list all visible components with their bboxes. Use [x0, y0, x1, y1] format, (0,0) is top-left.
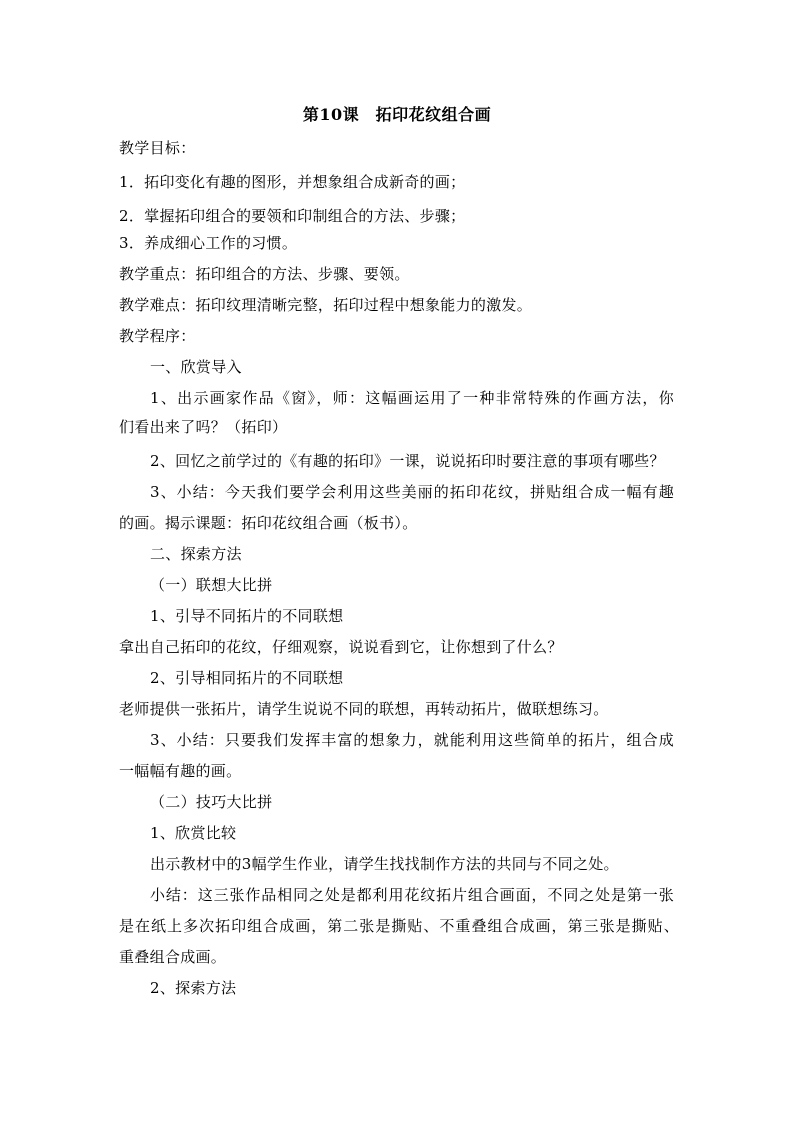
lesson-title: 第10课 拓印花纹组合画	[302, 105, 492, 124]
paragraph-line: 1、欣赏比较	[150, 824, 237, 842]
section-1-heading: 一、欣赏导入	[150, 358, 242, 376]
paragraph-line: 们看出来了吗？（拓印）	[119, 418, 288, 436]
paragraph-line: 2、回忆之前学过的《有趣的拓印》一课，说说拓印时要注意的事项有哪些？	[150, 452, 665, 470]
paragraph-line: 2、探索方法	[150, 979, 237, 997]
subsection-1-heading: （一）联想大比拼	[150, 576, 273, 594]
paragraph-line: 2、引导相同拓片的不同联想	[150, 669, 344, 687]
paragraph-line: 老师提供一张拓片，请学生说说不同的联想，再转动拓片，做联想练习。	[119, 700, 609, 718]
paragraph-line: 小结：这三张作品相同之处是都利用花纹拓片组合画面，不同之处是第一张	[150, 886, 674, 904]
paragraph-line: 1、引导不同拓片的不同联想	[150, 607, 344, 625]
paragraph-line: 拿出自己拓印的花纹，仔细观察，说说看到它，让你想到了什么？	[119, 638, 563, 656]
objectives-heading: 教学目标：	[119, 139, 196, 157]
subsection-2-heading: （二）技巧大比拼	[150, 793, 273, 811]
paragraph-line: 3、小结：只要我们发挥丰富的想象力，就能利用这些简单的拓片，组合成	[150, 731, 674, 749]
objective-2: 2．掌握拓印组合的要领和印制组合的方法、步骤；	[119, 207, 466, 225]
objective-1: 1．拓印变化有趣的图形，并想象组合成新奇的画；	[119, 173, 466, 191]
paragraph-line: 出示教材中的3幅学生作业，请学生找找制作方法的共同与不同之处。	[150, 855, 619, 873]
difficult-points: 教学难点：拓印纹理清晰完整，拓印过程中想象能力的激发。	[119, 296, 533, 314]
paragraph-line: 是在纸上多次拓印组合成画，第二张是撕贴、不重叠组合成画，第三张是撕贴、	[119, 917, 679, 935]
key-points: 教学重点：拓印组合的方法、步骤、要领。	[119, 265, 410, 283]
paragraph-line: 重叠组合成画。	[119, 948, 227, 966]
paragraph-line: 1、出示画家作品《窗》，师：这幅画运用了一种非常特殊的作画方法，你	[150, 389, 674, 407]
section-2-heading: 二、探索方法	[150, 545, 242, 563]
paragraph-line: 3、小结：今天我们要学会利用这些美丽的拓印花纹，拼贴组合成一幅有趣	[150, 483, 674, 501]
paragraph-line: 的画。揭示课题：拓印花纹组合画（板书）。	[119, 514, 418, 532]
procedure-heading: 教学程序：	[119, 327, 196, 345]
objective-3: 3．养成细心工作的习惯。	[119, 234, 298, 252]
paragraph-line: 一幅幅有趣的画。	[119, 762, 242, 780]
